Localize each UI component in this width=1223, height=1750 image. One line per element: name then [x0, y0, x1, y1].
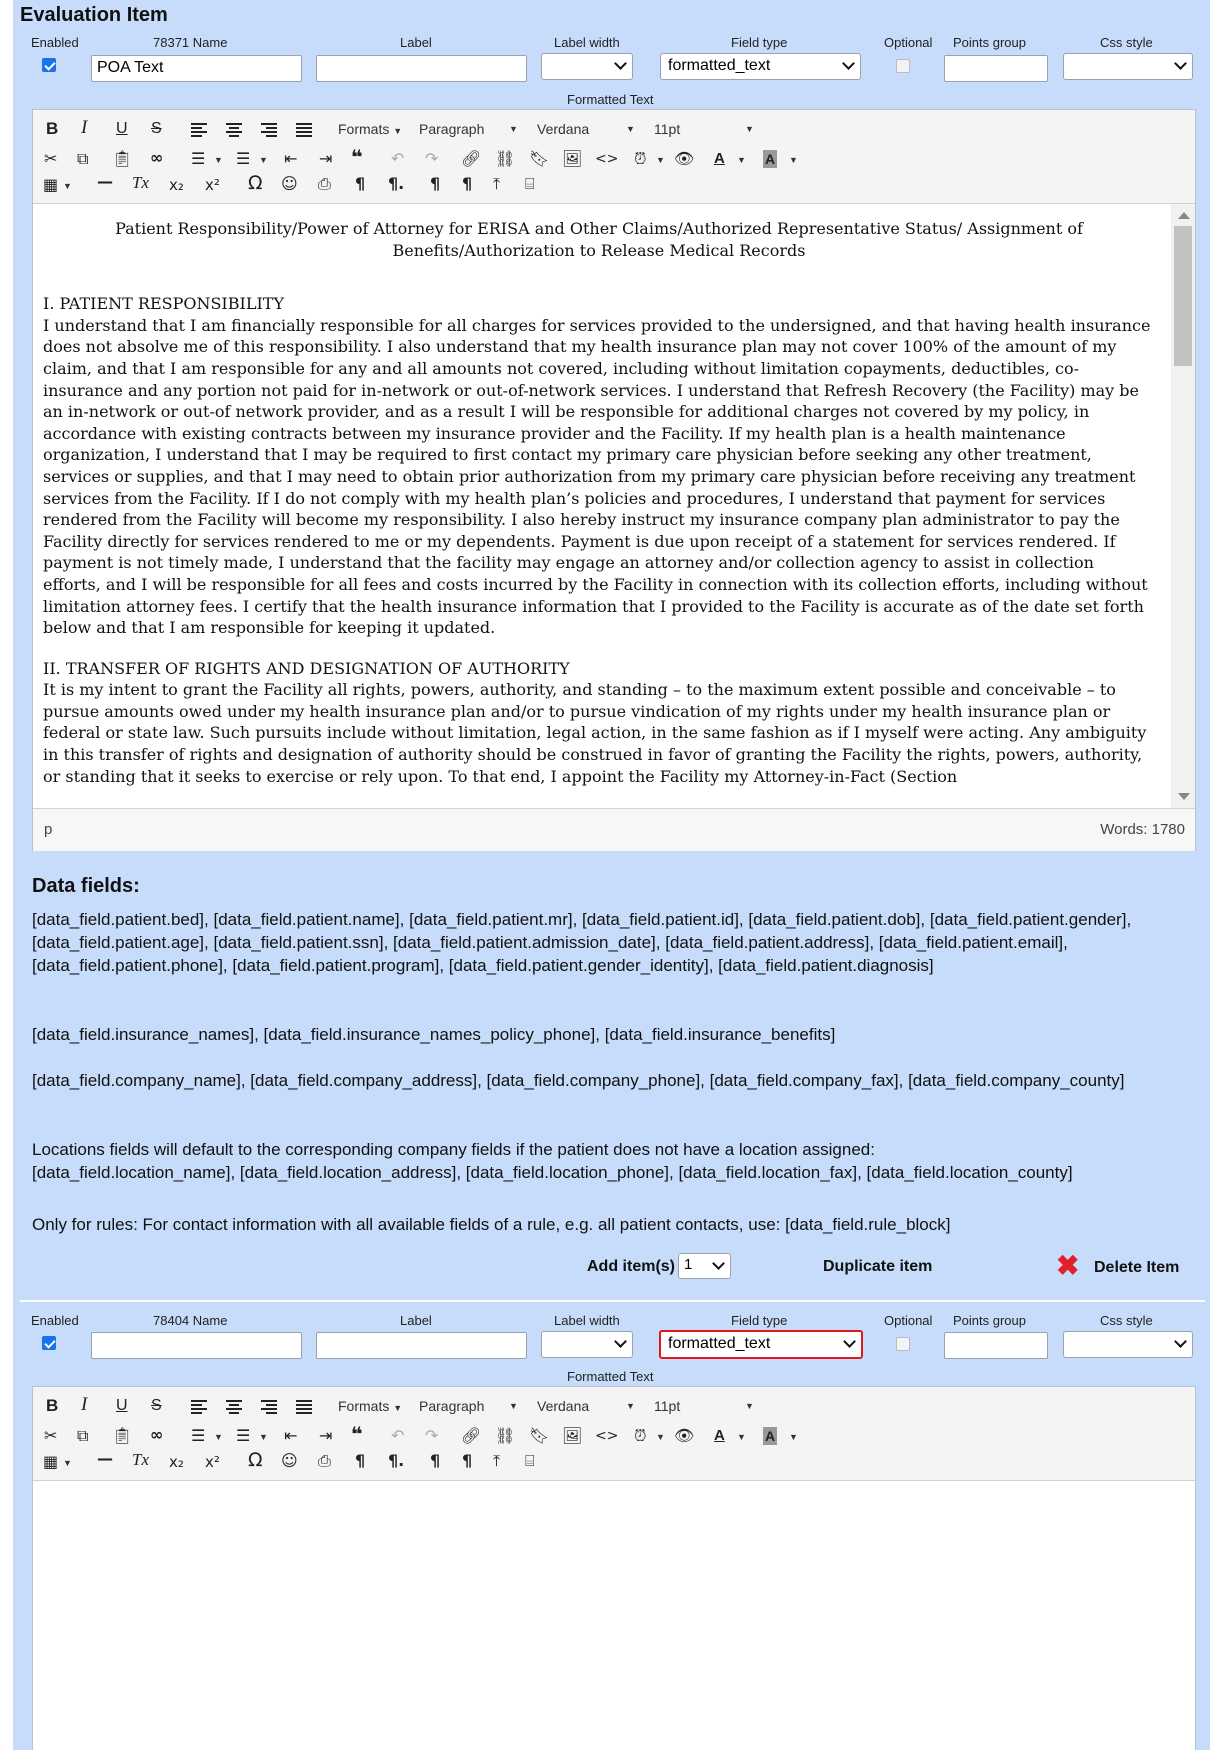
editor-content[interactable] [33, 204, 1195, 808]
clear-formatting-icon[interactable]: Tx [132, 1450, 149, 1469]
link-icon[interactable]: 🔗︎ [461, 149, 482, 168]
paste-icon[interactable]: 📋︎ [112, 1426, 133, 1445]
undo-icon[interactable]: ↶ [391, 149, 405, 168]
section-1-body: I understand that I am financially responsible for all charges for services provided to the undersigned, and that having health insurance does not absolve me of this responsibility. I also understand that my health insurance plan may not cover 100% of the amount of my claim, and that I am responsible for any and all amounts not covered, including without limitation copayments, deductibles, co-insurance and any portion not paid for in-network or out-of-network services. I understand that Refresh Recovery (the Facility) may be an in-network or out-of network provider, and as a result I will be responsible for additional charges not covered by my policy, in accordance with existing contracts between my insurance provider and the Facility. If my health plan is a health maintenance organization, I understand that I may be required to first contact my primary care physician before seeking any other treatment, services or supplies, and that I may need to obtain prior authorization from my primary care physician before receiving any treatment services from the Facility. If I do not comply with my health plan’s policies and procedures, I understand that payment for services rendered from the Facility will become my responsibility. I also hereby instruct my insurance company plan administrator to pay the Facility directly for services rendered to me or my dependents. Payment is due upon receipt of a statement for services rendered. If payment is not timely made, I understand that the facility may engage an attorney and/or collection agency to assist in collection efforts, and I will be responsible for all fees and costs incurred by the Facility in connection with its collection efforts, including without limitation attorney fees. I certify that the health insurance information that I provided to the Facility is accurate as of the date set forth below and that I am responsible for keeping it updated. [43, 315, 1151, 638]
underline-button[interactable]: U [116, 120, 128, 137]
unlink-icon[interactable]: ⛓ [495, 1426, 516, 1445]
italic-button[interactable]: I [81, 1394, 88, 1415]
print-icon[interactable]: ⎙ [318, 174, 331, 193]
optional-checkbox[interactable] [896, 59, 910, 73]
scroll-thumb[interactable] [1174, 226, 1192, 366]
font-family-dropdown[interactable] [537, 1397, 589, 1415]
rich-text-editor[interactable] [32, 109, 1196, 851]
ltr-icon[interactable]: ¶ [355, 1451, 366, 1470]
word-count: Words: 1780 [1100, 821, 1185, 838]
editor-paragraph [43, 293, 1155, 639]
outdent-icon[interactable]: ⇤ [284, 149, 298, 168]
editor-toolbar [33, 1387, 1195, 1481]
text-color-button[interactable]: A [714, 1427, 725, 1444]
show-blocks-icon[interactable]: ¶ [430, 174, 441, 193]
label-header: Label [400, 1313, 432, 1328]
css-style-select[interactable] [1063, 1331, 1193, 1358]
blockquote-icon[interactable]: ❝ [351, 145, 363, 169]
undo-icon[interactable]: ↶ [391, 1426, 405, 1445]
points-group-input[interactable] [944, 55, 1048, 82]
table-icon[interactable]: ▦ [43, 1452, 59, 1471]
insert-datetime-icon[interactable]: ⏰︎ [634, 149, 647, 168]
font-label: Verdana [537, 121, 590, 137]
image-icon[interactable]: 🖼︎ [562, 149, 583, 168]
optional-header: Optional [884, 1313, 933, 1328]
size-label: 11pt [654, 1398, 681, 1414]
formatted-text-caption: Formatted Text [567, 1369, 654, 1384]
text-color-button[interactable]: A [714, 150, 725, 167]
horizontal-rule-icon[interactable]: — [97, 172, 113, 191]
editor-toolbar [33, 110, 1195, 204]
visual-chars-icon[interactable]: ¶ [462, 174, 473, 193]
emoticons-icon[interactable]: ☺ [281, 1451, 298, 1470]
unlink-icon[interactable]: ⛓ [495, 149, 516, 168]
label-width-select[interactable] [541, 53, 633, 80]
chevron-down-icon [843, 1335, 856, 1348]
caret-down-icon[interactable]: ▼ [745, 1401, 754, 1411]
scroll-down-icon[interactable] [1178, 793, 1190, 800]
highlight-color-button[interactable]: A [765, 1428, 776, 1444]
caret-down-icon: ▼ [393, 126, 403, 136]
item-divider [20, 1300, 1205, 1302]
caret-down-icon[interactable]: ▼ [259, 155, 268, 165]
align-left-icon[interactable] [191, 121, 207, 139]
outdent-icon[interactable]: ⇤ [284, 1426, 298, 1445]
align-center-icon[interactable] [226, 1398, 242, 1416]
blockquote-icon[interactable]: ❝ [351, 1422, 363, 1446]
points-group-header: Points group [953, 1313, 1026, 1328]
image-icon[interactable]: 🖼︎ [562, 1426, 583, 1445]
chevron-down-icon [842, 57, 855, 70]
formatted-text-caption: Formatted Text [567, 92, 654, 107]
editor-paragraph [43, 658, 1155, 788]
insert-datetime-icon[interactable]: ⏰︎ [634, 1426, 647, 1445]
enabled-header: Enabled [31, 1313, 79, 1328]
bullet-list-icon[interactable]: ☰ [191, 1426, 206, 1445]
page-break-icon[interactable]: ⌸ [525, 174, 535, 193]
paragraph-label: Paragraph [419, 1398, 485, 1414]
chevron-down-icon [1174, 57, 1187, 70]
delete-item-button[interactable]: Delete Item [1094, 1259, 1180, 1276]
indent-icon[interactable]: ⇥ [319, 149, 333, 168]
print-icon[interactable]: ⎙ [318, 1451, 331, 1470]
label-width-header: Label width [554, 1313, 620, 1328]
editor-scrollbar[interactable] [1171, 204, 1195, 808]
insert-file-icon[interactable]: ⤒ [493, 174, 501, 193]
bold-button[interactable]: B [46, 1396, 59, 1415]
section-2-title: II. TRANSFER OF RIGHTS AND DESIGNATION OF AUTHORITY [43, 658, 570, 678]
bold-button[interactable]: B [46, 119, 59, 138]
css-style-header: Css style [1100, 35, 1153, 50]
redo-icon[interactable]: ↷ [425, 1426, 439, 1445]
bullet-list-icon[interactable]: ☰ [191, 149, 206, 168]
font-size-dropdown[interactable] [654, 1397, 680, 1415]
italic-button[interactable]: I [81, 117, 88, 138]
optional-checkbox[interactable] [896, 1337, 910, 1351]
css-style-header: Css style [1100, 1313, 1153, 1328]
strikethrough-button[interactable]: S [151, 1397, 162, 1414]
link-icon[interactable]: 🔗︎ [461, 1426, 482, 1445]
caret-down-icon[interactable]: ▼ [789, 1432, 798, 1442]
duplicate-item-button[interactable]: Duplicate item [823, 1258, 933, 1275]
add-items-label: Add item(s) [587, 1258, 675, 1275]
caret-down-icon[interactable]: ▼ [63, 181, 72, 191]
css-style-select[interactable] [1063, 53, 1193, 80]
show-blocks-icon[interactable]: ¶ [430, 1451, 441, 1470]
document-heading: Patient Responsibility/Power of Attorney for ERISA and Other Claims/Authorized Representative Status/ Assignment of Benefits/Authorization to Release Medical Records [115, 219, 1083, 260]
field-type-select[interactable] [660, 53, 861, 80]
align-right-icon[interactable] [261, 121, 277, 139]
highlight-color-button[interactable]: A [765, 151, 776, 167]
align-left-icon[interactable] [191, 1398, 207, 1416]
chevron-down-icon [1174, 1335, 1187, 1348]
special-char-icon[interactable]: Ω [248, 1449, 263, 1471]
cut-icon[interactable]: ✂ [44, 1426, 58, 1445]
section-2-body: It is my intent to grant the Facility all rights, powers, authority, and standing – to the maximum extent possible and conceivable – to pursue amounts owed under my health insurance plan and/or to pursue vindication of my rights under my health insurance plan or federal or state law. Such pursuits include without limitation, legal action, in the same fashion as if I myself were acting. Any ambiguity in this transfer of rights and designation of authority should be construed in favor of granting the Facility the rights, powers, authority, or standing that it seeks to exercise or rely upon. To that end, I appoint the Facility my Attorney-in-Fact (Section [43, 680, 1147, 786]
section-title: Evaluation Item [20, 4, 168, 26]
chevron-down-icon [614, 1335, 627, 1348]
bookmark-icon[interactable]: 🔖︎ [529, 149, 550, 168]
formats-dropdown[interactable] [338, 120, 402, 140]
numbered-list-icon[interactable]: ☰ [236, 149, 251, 168]
field-type-header: Field type [731, 1313, 788, 1328]
superscript-icon[interactable]: x² [205, 1453, 220, 1471]
page-break-icon[interactable]: ⌸ [525, 1451, 535, 1470]
label-width-header: Label width [554, 35, 620, 50]
rules-fields: Only for rules: For contact information with all available fields of a rule, e.g. all patient contacts, use: [data_field.rule_block] [32, 1215, 951, 1234]
font-family-dropdown[interactable] [537, 120, 589, 138]
delete-x-icon[interactable]: ✖ [1056, 1250, 1080, 1281]
caret-down-icon[interactable]: ▼ [656, 155, 665, 165]
caret-down-icon[interactable]: ▼ [745, 124, 754, 134]
superscript-icon[interactable]: x² [205, 176, 220, 194]
redo-icon[interactable]: ↷ [425, 149, 439, 168]
table-icon[interactable]: ▦ [43, 175, 59, 194]
copy-icon[interactable]: ⧉ [77, 149, 89, 168]
caret-down-icon[interactable]: ▼ [737, 1432, 746, 1442]
enabled-checkbox[interactable] [42, 1336, 56, 1350]
optional-header: Optional [884, 35, 933, 50]
patient-fields: [data_field.patient.bed], [data_field.patient.name], [data_field.patient.mr], [data_field.patient.id], [data_field.patient.dob], [data_field.patient.gender], [data_field.patient.age], [data_field.patient.ssn], [data_field.patient.admission_date], [data_field.patient.address], [data_field.patient.email], [data_field.patient.phone], [data_field.patient.program], [data_field.patient.gender_identity], [data_field.patient.diagnosis] [32, 910, 1132, 975]
clear-formatting-icon[interactable]: Tx [132, 173, 149, 192]
chevron-down-icon [614, 57, 627, 70]
code-icon[interactable]: <> [595, 151, 619, 167]
caret-down-icon[interactable]: ▼ [259, 1432, 268, 1442]
points-group-header: Points group [953, 35, 1026, 50]
caret-down-icon[interactable]: ▼ [63, 1458, 72, 1468]
element-path[interactable]: p [44, 821, 53, 838]
rich-text-editor[interactable] [32, 1386, 1196, 1750]
strikethrough-button[interactable]: S [151, 120, 162, 137]
bookmark-icon[interactable]: 🔖︎ [529, 1426, 550, 1445]
label-input[interactable] [316, 55, 527, 82]
ltr-icon[interactable]: ¶ [355, 174, 366, 193]
emoticons-icon[interactable]: ☺ [281, 174, 298, 193]
label-header: Label [400, 35, 432, 50]
name-header: 78371 Name [153, 35, 228, 50]
name-input[interactable] [91, 1332, 302, 1359]
editor-content[interactable] [33, 1481, 1195, 1749]
company-fields: [data_field.company_name], [data_field.company_address], [data_field.company_phone], [data_field.company_fax], [data_field.company_county] [32, 1071, 1125, 1090]
caret-down-icon[interactable]: ▼ [509, 1401, 518, 1411]
paragraph-label: Paragraph [419, 121, 485, 137]
rtl-icon[interactable]: ¶. [388, 174, 405, 193]
name-input[interactable]: POA Text [91, 55, 302, 82]
align-right-icon[interactable] [261, 1398, 277, 1416]
caret-down-icon[interactable]: ▼ [509, 124, 518, 134]
caret-down-icon[interactable]: ▼ [626, 124, 635, 134]
justify-icon[interactable] [296, 1398, 312, 1416]
code-icon[interactable]: <> [595, 1428, 619, 1444]
insurance-fields: [data_field.insurance_names], [data_field.insurance_names_policy_phone], [data_field.insurance_benefits] [32, 1025, 836, 1044]
label-input[interactable] [316, 1332, 527, 1359]
formats-label: Formats [338, 1398, 390, 1414]
find-replace-icon[interactable]: ∞ [150, 148, 164, 167]
justify-icon[interactable] [296, 121, 312, 139]
field-type-value: formatted_text [668, 1335, 771, 1352]
add-items-value: 1 [684, 1256, 693, 1273]
subscript-icon[interactable]: x₂ [169, 176, 184, 194]
caret-down-icon[interactable]: ▼ [626, 1401, 635, 1411]
field-type-header: Field type [731, 35, 788, 50]
rtl-icon[interactable]: ¶. [388, 1451, 405, 1470]
copy-icon[interactable]: ⧉ [77, 1426, 89, 1445]
points-group-input[interactable] [944, 1332, 1048, 1359]
font-size-dropdown[interactable] [654, 120, 680, 138]
horizontal-rule-icon[interactable]: — [97, 1449, 113, 1468]
insert-file-icon[interactable]: ⤒ [493, 1451, 501, 1470]
preview-icon[interactable]: 👁︎ [674, 149, 695, 168]
font-label: Verdana [537, 1398, 590, 1414]
field-type-value: formatted_text [668, 57, 771, 74]
caret-down-icon[interactable]: ▼ [214, 1432, 223, 1442]
paragraph-dropdown[interactable] [419, 1397, 484, 1415]
section-1-title: I. PATIENT RESPONSIBILITY [43, 294, 285, 314]
preview-icon[interactable]: 👁︎ [674, 1426, 695, 1445]
underline-button[interactable]: U [116, 1397, 128, 1414]
data-fields-title: Data fields: [32, 875, 140, 897]
scroll-up-icon[interactable] [1178, 212, 1190, 219]
label-width-select[interactable] [541, 1331, 633, 1358]
field-type-select[interactable] [659, 1330, 863, 1359]
caret-down-icon: ▼ [393, 1403, 403, 1413]
caret-down-icon[interactable]: ▼ [214, 155, 223, 165]
special-char-icon[interactable]: Ω [248, 172, 263, 194]
formats-dropdown[interactable] [338, 1397, 402, 1417]
subscript-icon[interactable]: x₂ [169, 1453, 184, 1471]
size-label: 11pt [654, 121, 681, 137]
find-replace-icon[interactable]: ∞ [150, 1425, 164, 1444]
paste-icon[interactable]: 📋︎ [112, 149, 133, 168]
numbered-list-icon[interactable]: ☰ [236, 1426, 251, 1445]
location-fields: [data_field.location_name], [data_field.location_address], [data_field.location_phone], [data_field.location_fax], [data_field.location_county] [32, 1163, 1073, 1182]
enabled-header: Enabled [31, 35, 79, 50]
paragraph-dropdown[interactable] [419, 120, 484, 138]
caret-down-icon[interactable]: ▼ [737, 155, 746, 165]
chevron-down-icon [712, 1257, 725, 1270]
indent-icon[interactable]: ⇥ [319, 1426, 333, 1445]
cut-icon[interactable]: ✂ [44, 149, 58, 168]
visual-chars-icon[interactable]: ¶ [462, 1451, 473, 1470]
formats-label: Formats [338, 121, 390, 137]
name-header: 78404 Name [153, 1313, 228, 1328]
locations-intro: Locations fields will default to the corresponding company fields if the patient does not have a location assigned: [32, 1140, 875, 1159]
caret-down-icon[interactable]: ▼ [789, 155, 798, 165]
add-items-select[interactable] [678, 1253, 731, 1279]
align-center-icon[interactable] [226, 121, 242, 139]
editor-statusbar [33, 808, 1195, 851]
enabled-checkbox[interactable] [42, 58, 56, 72]
caret-down-icon[interactable]: ▼ [656, 1432, 665, 1442]
